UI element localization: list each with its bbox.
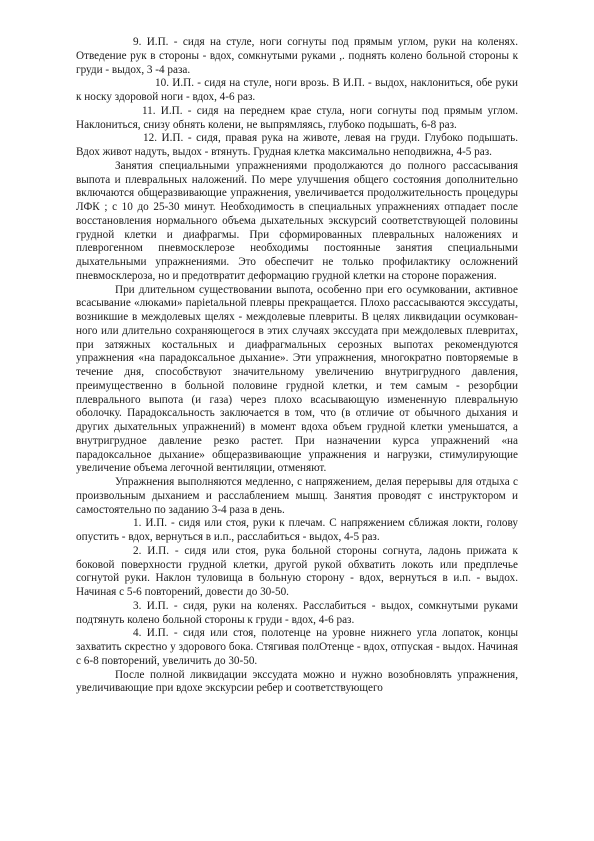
exercise-item-12: 12. И.П. - сидя, правая рука на животе, левая на груди. Глубоко подышать. Вдох живот надуть, выдох - втянуть. Грудная клетка максимально неподвижна, 4-5 раз.: [76, 132, 518, 158]
exercise-item-3: 3. И.П. - сидя, руки на коленях. Расслабиться - выдох, сомкнутыми руками подтянуть колено больной стороны к груди - вдох, 4-6 раз.: [76, 599, 518, 626]
exercise-item-11: 11. И.П. - сидя на переднем крае стула, ноги согнуты под прямым углом. Наклониться, снизу обнять колени, не выпрямляясь, глубоко подышать, 6-8 раз.: [76, 104, 518, 131]
document-page: [76, 36, 518, 696]
body-paragraph: После полной ликвидации экссудата можно и нужно возобновлять упражнения, увеличивающие при вдохе экскурсии ребер и соответствующего: [76, 668, 518, 695]
exercise-item-2: 2. И.П. - сидя или стоя, рука больной стороны согнута, ладонь прижата к боковой поверхности грудной клетки, другой рукой обхватить локоть или предплечье согнутой руки. Наклон туловища в больную сторону - вдох, вернуться в и.п. - выдох. Начиная с 5-6 повторений, довести до 30-50.: [76, 544, 518, 598]
body-paragraph: При длительном существовании выпота, особенно при его осумковании, активное всасывание «люками» парietальной плевры прекращается. Плохо рассасываются экссудаты, возникшие в междолевых щелях - междолевые плевриты. В целях ликвидации осумкован-ного или длительно сохраняющегося в этих случаях экссудата при междолевых плевритах, при затяжных костальных и диафрагмальных серозных выпотах рекомендуются упражнения «на парадоксальное дыхание». Эти упражнения, многократно повторяемые в течение дня, способствуют значительному увеличению внутригрудного давления, преимущественно в больной половине грудной клетки, и тем самым - резорбции плеврального выпота (и газа) через плохо всасывающую измененную плевральную оболочку. Парадоксальность заключается в том, что (в отличие от обычного дыхания и других дыхательных упражнений) в момент вдоха объем грудной клетки уменьшатся, а внутригрудное давление резко растет. При назначении курса упражнений «на парадоксальное дыхание» общеразвивающие упражнения и нагрузки, стимулирующие увеличение объема легочной вентиляции, отменяют.: [76, 283, 518, 475]
body-paragraph: Занятия специальными упражнениями продолжаются до полного рассасывания выпота и плевральных наложений. По мере улучшения общего состояния дополнительно включаются общеразвивающие упражнения, увеличивается продолжительность процедуры ЛФК ; с 10 до 25-30 минут. Необходимость в специальных упражнениях отпадает после восстановления нормального объема дыхательных экскурсий соответствующей половины грудной клетки и диафрагмы. При сформированных плевральных наложениях и плеврогенном пневмосклерозе необходимы постоянные занятия специальными дыхательными упражнениями. Это обеспечит не только профилактику осложнений пневмосклероза, но и предотвратит деформацию грудной клетки на стороне поражения.: [76, 159, 518, 282]
exercise-item-1: 1. И.П. - сидя или стоя, руки к плечам. С напряжением сближая локти, голову опустить - вдох, вернуться в и.п., расслабиться - выдох, 4-5 раз.: [76, 517, 518, 543]
exercise-item-10: 10. И.П. - сидя на стуле, ноги врозь. В И.П. - выдох, наклониться, обе руки к носку здоровой ноги - вдох, 4-6 раз.: [76, 77, 518, 103]
exercise-item-9: 9. И.П. - сидя на стуле, ноги согнуты под прямым углом, руки на коленях. Отведение рук в стороны - вдох, сомкнутыми руками ,. поднять колено больной стороны к груди - выдох, 3 -4 раза.: [76, 36, 518, 76]
body-paragraph: Упражнения выполняются медленно, с напряжением, делая перерывы для отдыха с произвольным дыханием и расслаблением мышц. Занятия проводят с инструктором и самостоятельно по заданию 3-4 раза в день.: [76, 476, 518, 516]
exercise-item-4: 4. И.П. - сидя или стоя, полотенце на уровне нижнего угла лопаток, концы захватить скрестно у здорового бока. Стягивая полОтенце - вдох, отпуская - выдох. Начиная с 6-8 повторений, увеличить до 30-50.: [76, 627, 518, 667]
